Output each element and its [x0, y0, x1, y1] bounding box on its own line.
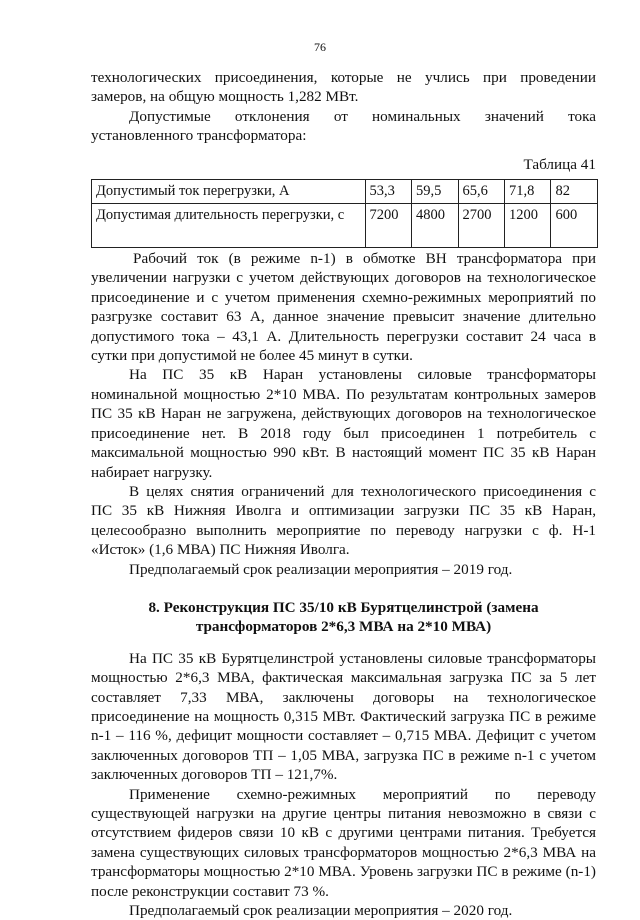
table-cell: 53,3 [365, 180, 411, 204]
table-cell: 59,5 [412, 180, 458, 204]
table-row-label: Допустимая длительность перегрузки, с [92, 204, 366, 248]
paragraph-naran: На ПС 35 кВ Наран установлены силовые трансформаторы номинальной мощностью 2*10 МВА. По результатам контрольных замеров ПС 35 кВ Наран не загружена, действующих договоров на технологическое присоединение нет. В 2018 году был присоединен 1 потребитель с максимальной мощностью 990 кВт. В настоящий момент ПС 35 кВ Наран набирает нагрузку. [91, 366, 596, 481]
paragraph-deviations-intro: Допустимые отклонения от номинальных значений тока установленного трансформатора: [91, 107, 596, 145]
paragraph-load-transfer: В целях снятия ограничений для технологического присоединения с ПС 35 кВ Нижняя Иволга и оптимизации загрузки ПС 35 кВ Наран, целесообразно выполнить мероприятие по переводу нагрузки с ф. Н-1 «Исток» (1,6 МВА) ПС Нижняя Иволга. [91, 482, 596, 559]
paragraph-buryattselinstroy: На ПС 35 кВ Бурятцелинстрой установлены силовые трансформаторы мощностью 2*6,3 МВА, фактическая максимальная загрузка ПС за 5 лет составляет 7,33 МВА, заключены договоры на технологическое присоединение на мощность 0,315 МВт. Фактический загрузка ПС в режиме n-1 – 116 %, дефицит мощности составляет – 0,715 МВА. Дефицит с учетом заключенных договоров ТП – 1,05 МВА, загрузка ПС в режиме n-1 с учетом заключенных договоров ТП – 121,7%. [91, 649, 596, 784]
table-caption: Таблица 41 [523, 155, 596, 173]
table-cell: 1200 [504, 204, 550, 248]
table-cell: 2700 [458, 204, 504, 248]
section-heading [91, 598, 596, 637]
overload-table [91, 179, 598, 248]
page-body [91, 0, 596, 920]
table-row [92, 204, 598, 248]
paragraph-replacement: Применение схемно-режимных мероприятий по переводу существующей нагрузки на другие центры питания невозможно в связи с отсутствием фидеров связи 10 кВ с другими центрами питания. Требуется замена существующих силовых трансформаторов мощностью 2*6,3 МВА на трансформаторы мощностью 2*10 МВА. Уровень загрузки ПС в режиме (n-1) после реконструкции составит 73 %. [91, 785, 596, 900]
section-heading-line1: 8. Реконструкция ПС 35/10 кВ Бурятцелинстрой (замена [148, 598, 539, 616]
table-cell: 82 [551, 180, 598, 204]
table-row-label: Допустимый ток перегрузки, А [92, 180, 366, 204]
paragraph-deadline-2020: Предполагаемый срок реализации мероприятия – 2020 год. [129, 902, 513, 920]
page-number: 76 [314, 40, 326, 54]
table-row [92, 180, 598, 204]
paragraph-working-current: Рабочий ток (в режиме n-1) в обмотке ВН трансформатора при увеличении нагрузки с учетом действующих договоров на технологическое присоединение и с учетом применения схемно-режимных мероприятий по разгрузке составит 63 А, данное значение превысит значение длительно допустимого тока – 43,1 А. Длительность перегрузки составит 24 часа в сутки при допустимой не более 45 минут в сутки. [91, 250, 596, 365]
paragraph-continuation: технологических присоединения, которые не учлись при проведении замеров, на общую мощность 1,282 МВт. [91, 69, 596, 106]
table-cell: 71,8 [504, 180, 550, 204]
paragraph-deadline-2019: Предполагаемый срок реализации мероприятия – 2019 год. [129, 560, 513, 578]
table-cell: 7200 [365, 204, 411, 248]
table-cell: 65,6 [458, 180, 504, 204]
section-heading-line2: трансформаторов 2*6,3 МВА на 2*10 МВА) [195, 618, 492, 636]
table-cell: 600 [551, 204, 598, 248]
table-cell: 4800 [412, 204, 458, 248]
